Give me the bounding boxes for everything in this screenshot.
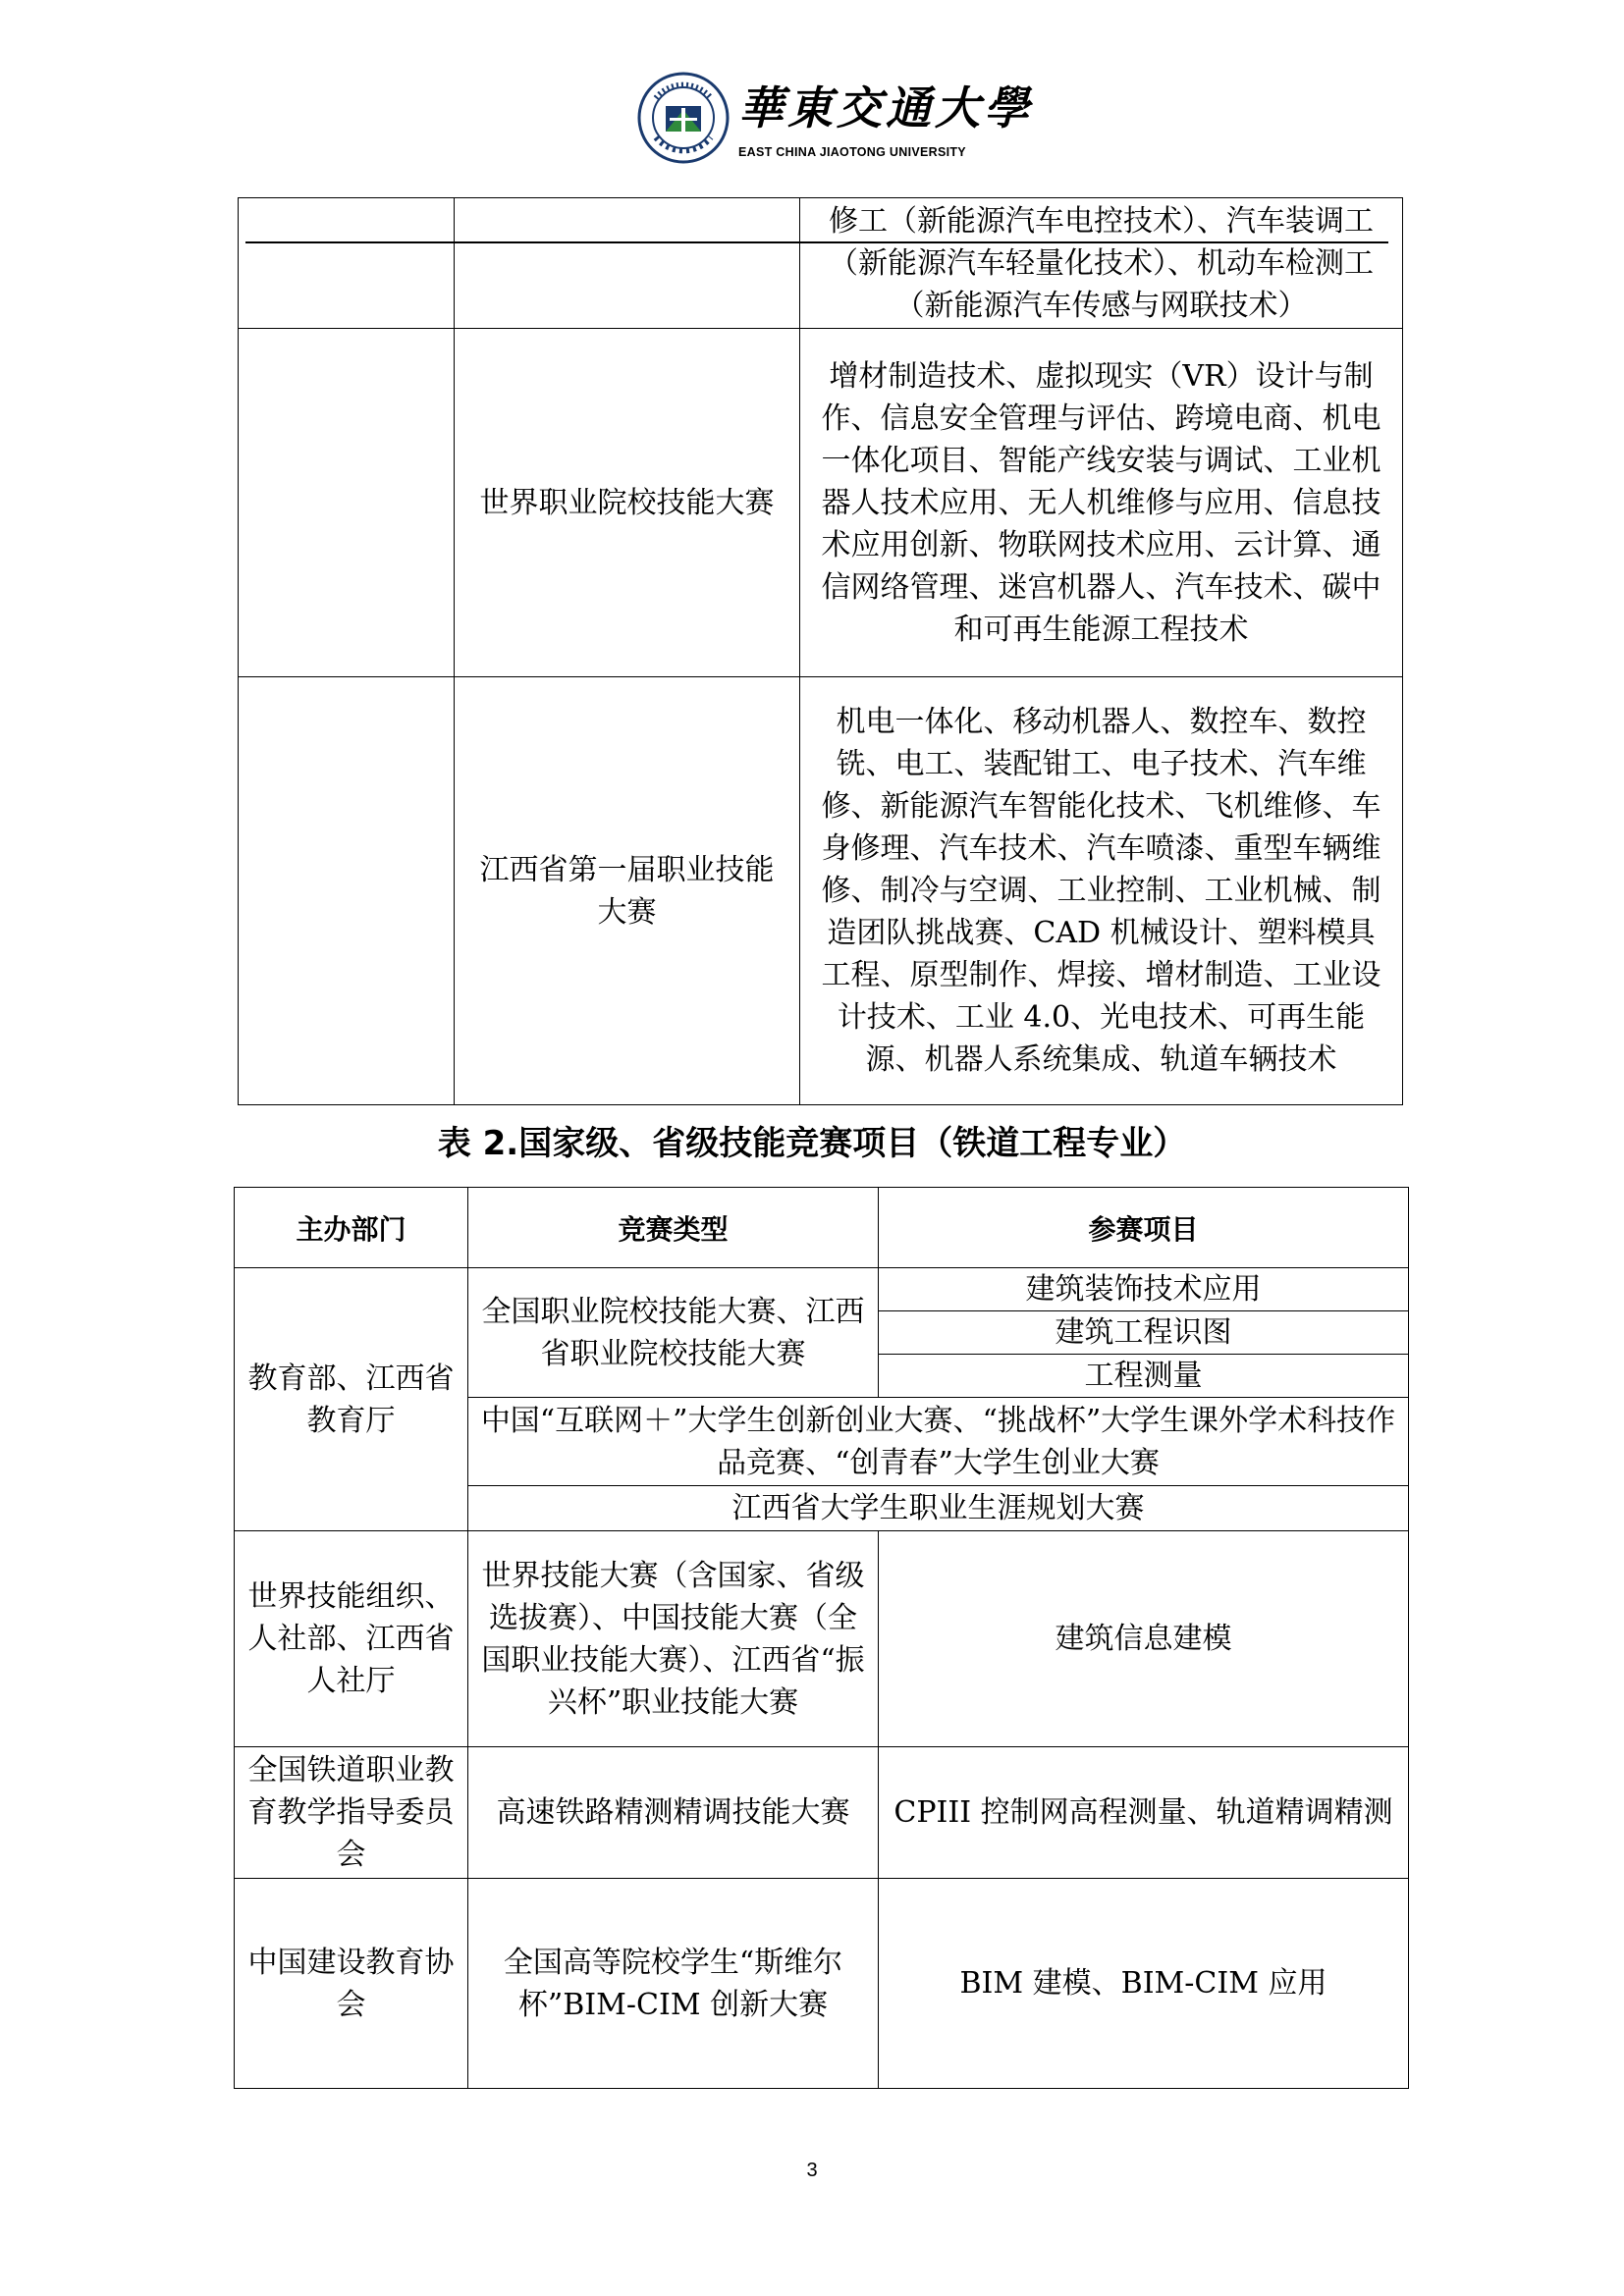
type-cell: 世界职业院校技能大赛 — [455, 329, 800, 677]
org-cell — [239, 198, 455, 329]
org-cell: 世界技能组织、人社部、江西省人社厅 — [235, 1531, 468, 1747]
type-cell: 高速铁路精测精调技能大赛 — [468, 1747, 879, 1879]
type-cell: 全国高等院校学生“斯维尔杯”BIM-CIM 创新大赛 — [468, 1879, 879, 2089]
merged-competition-cell: 中国“互联网＋”大学生创新创业大赛、“挑战杯”大学生课外学术科技作品竞赛、“创青春”大学生创业大赛 — [468, 1398, 1409, 1486]
type-cell: 全国职业院校技能大赛、江西省职业院校技能大赛 — [468, 1268, 879, 1398]
column-header-items: 参赛项目 — [879, 1188, 1409, 1268]
items-cell: 工程测量 — [879, 1355, 1409, 1398]
table-row — [235, 1531, 1409, 1747]
items-cell: CPIII 控制网高程测量、轨道精调精测 — [879, 1747, 1409, 1879]
table-row — [239, 329, 1403, 677]
table-header-row — [235, 1188, 1409, 1268]
items-cell: 机电一体化、移动机器人、数控车、数控铣、电工、装配钳工、电子技术、汽车维修、新能源汽车智能化技术、飞机维修、车身修理、汽车技术、汽车喷漆、重型车辆维修、制冷与空调、工业控制、工业机械、制造团队挑战赛、CAD 机械设计、塑料模具工程、原型制作、焊接、增材制造、工业设计技术、工业 4.0、光电技术、可再生能源、机器人系统集成、轨道车辆技术 — [800, 677, 1403, 1105]
type-cell: 世界技能大赛（含国家、省级选拔赛）、中国技能大赛（全国职业技能大赛）、江西省“振兴杯”职业技能大赛 — [468, 1531, 879, 1747]
table-2 — [234, 1187, 1409, 2089]
items-cell: BIM 建模、BIM-CIM 应用 — [879, 1879, 1409, 2089]
org-cell: 中国建设教育协会 — [235, 1879, 468, 2089]
org-cell: 全国铁道职业教育教学指导委员会 — [235, 1747, 468, 1879]
table-1-continuation — [238, 197, 1403, 1105]
page-header — [0, 61, 1624, 169]
org-cell — [239, 329, 455, 677]
logo-english-name: EAST CHINA JIAOTONG UNIVERSITY — [738, 145, 966, 159]
page-number: 3 — [806, 2160, 818, 2181]
merged-competition-cell: 江西省大学生职业生涯规划大赛 — [468, 1486, 1409, 1531]
items-cell: 建筑信息建模 — [879, 1531, 1409, 1747]
type-cell — [455, 198, 800, 329]
column-header-org: 主办部门 — [235, 1188, 468, 1268]
type-cell: 江西省第一届职业技能大赛 — [455, 677, 800, 1105]
university-seal-icon — [636, 71, 731, 165]
org-cell — [239, 677, 455, 1105]
table-row — [235, 1879, 1409, 2089]
items-cell: 修工（新能源汽车电控技术）、汽车装调工（新能源汽车轻量化技术）、机动车检测工（新能源汽车传感与网联技术） — [800, 198, 1403, 329]
items-cell: 建筑工程识图 — [879, 1311, 1409, 1355]
table-2-caption: 表 2.国家级、省级技能竞赛项目（铁道工程专业） — [437, 1124, 1187, 1163]
column-header-type: 竞赛类型 — [468, 1188, 879, 1268]
logo-chinese-name: 華東交通大學 — [738, 81, 1033, 134]
table-row — [239, 198, 1403, 329]
items-cell: 增材制造技术、虚拟现实（VR）设计与制作、信息安全管理与评估、跨境电商、机电一体化项目、智能产线安装与调试、工业机器人技术应用、无人机维修与应用、信息技术应用创新、物联网技术应用、云计算、通信网络管理、迷宫机器人、汽车技术、碳中和可再生能源工程技术 — [800, 329, 1403, 677]
table-row — [235, 1747, 1409, 1879]
table-row — [239, 677, 1403, 1105]
org-cell: 教育部、江西省教育厅 — [235, 1268, 468, 1531]
table-row — [235, 1268, 1409, 1311]
items-cell: 建筑装饰技术应用 — [879, 1268, 1409, 1311]
